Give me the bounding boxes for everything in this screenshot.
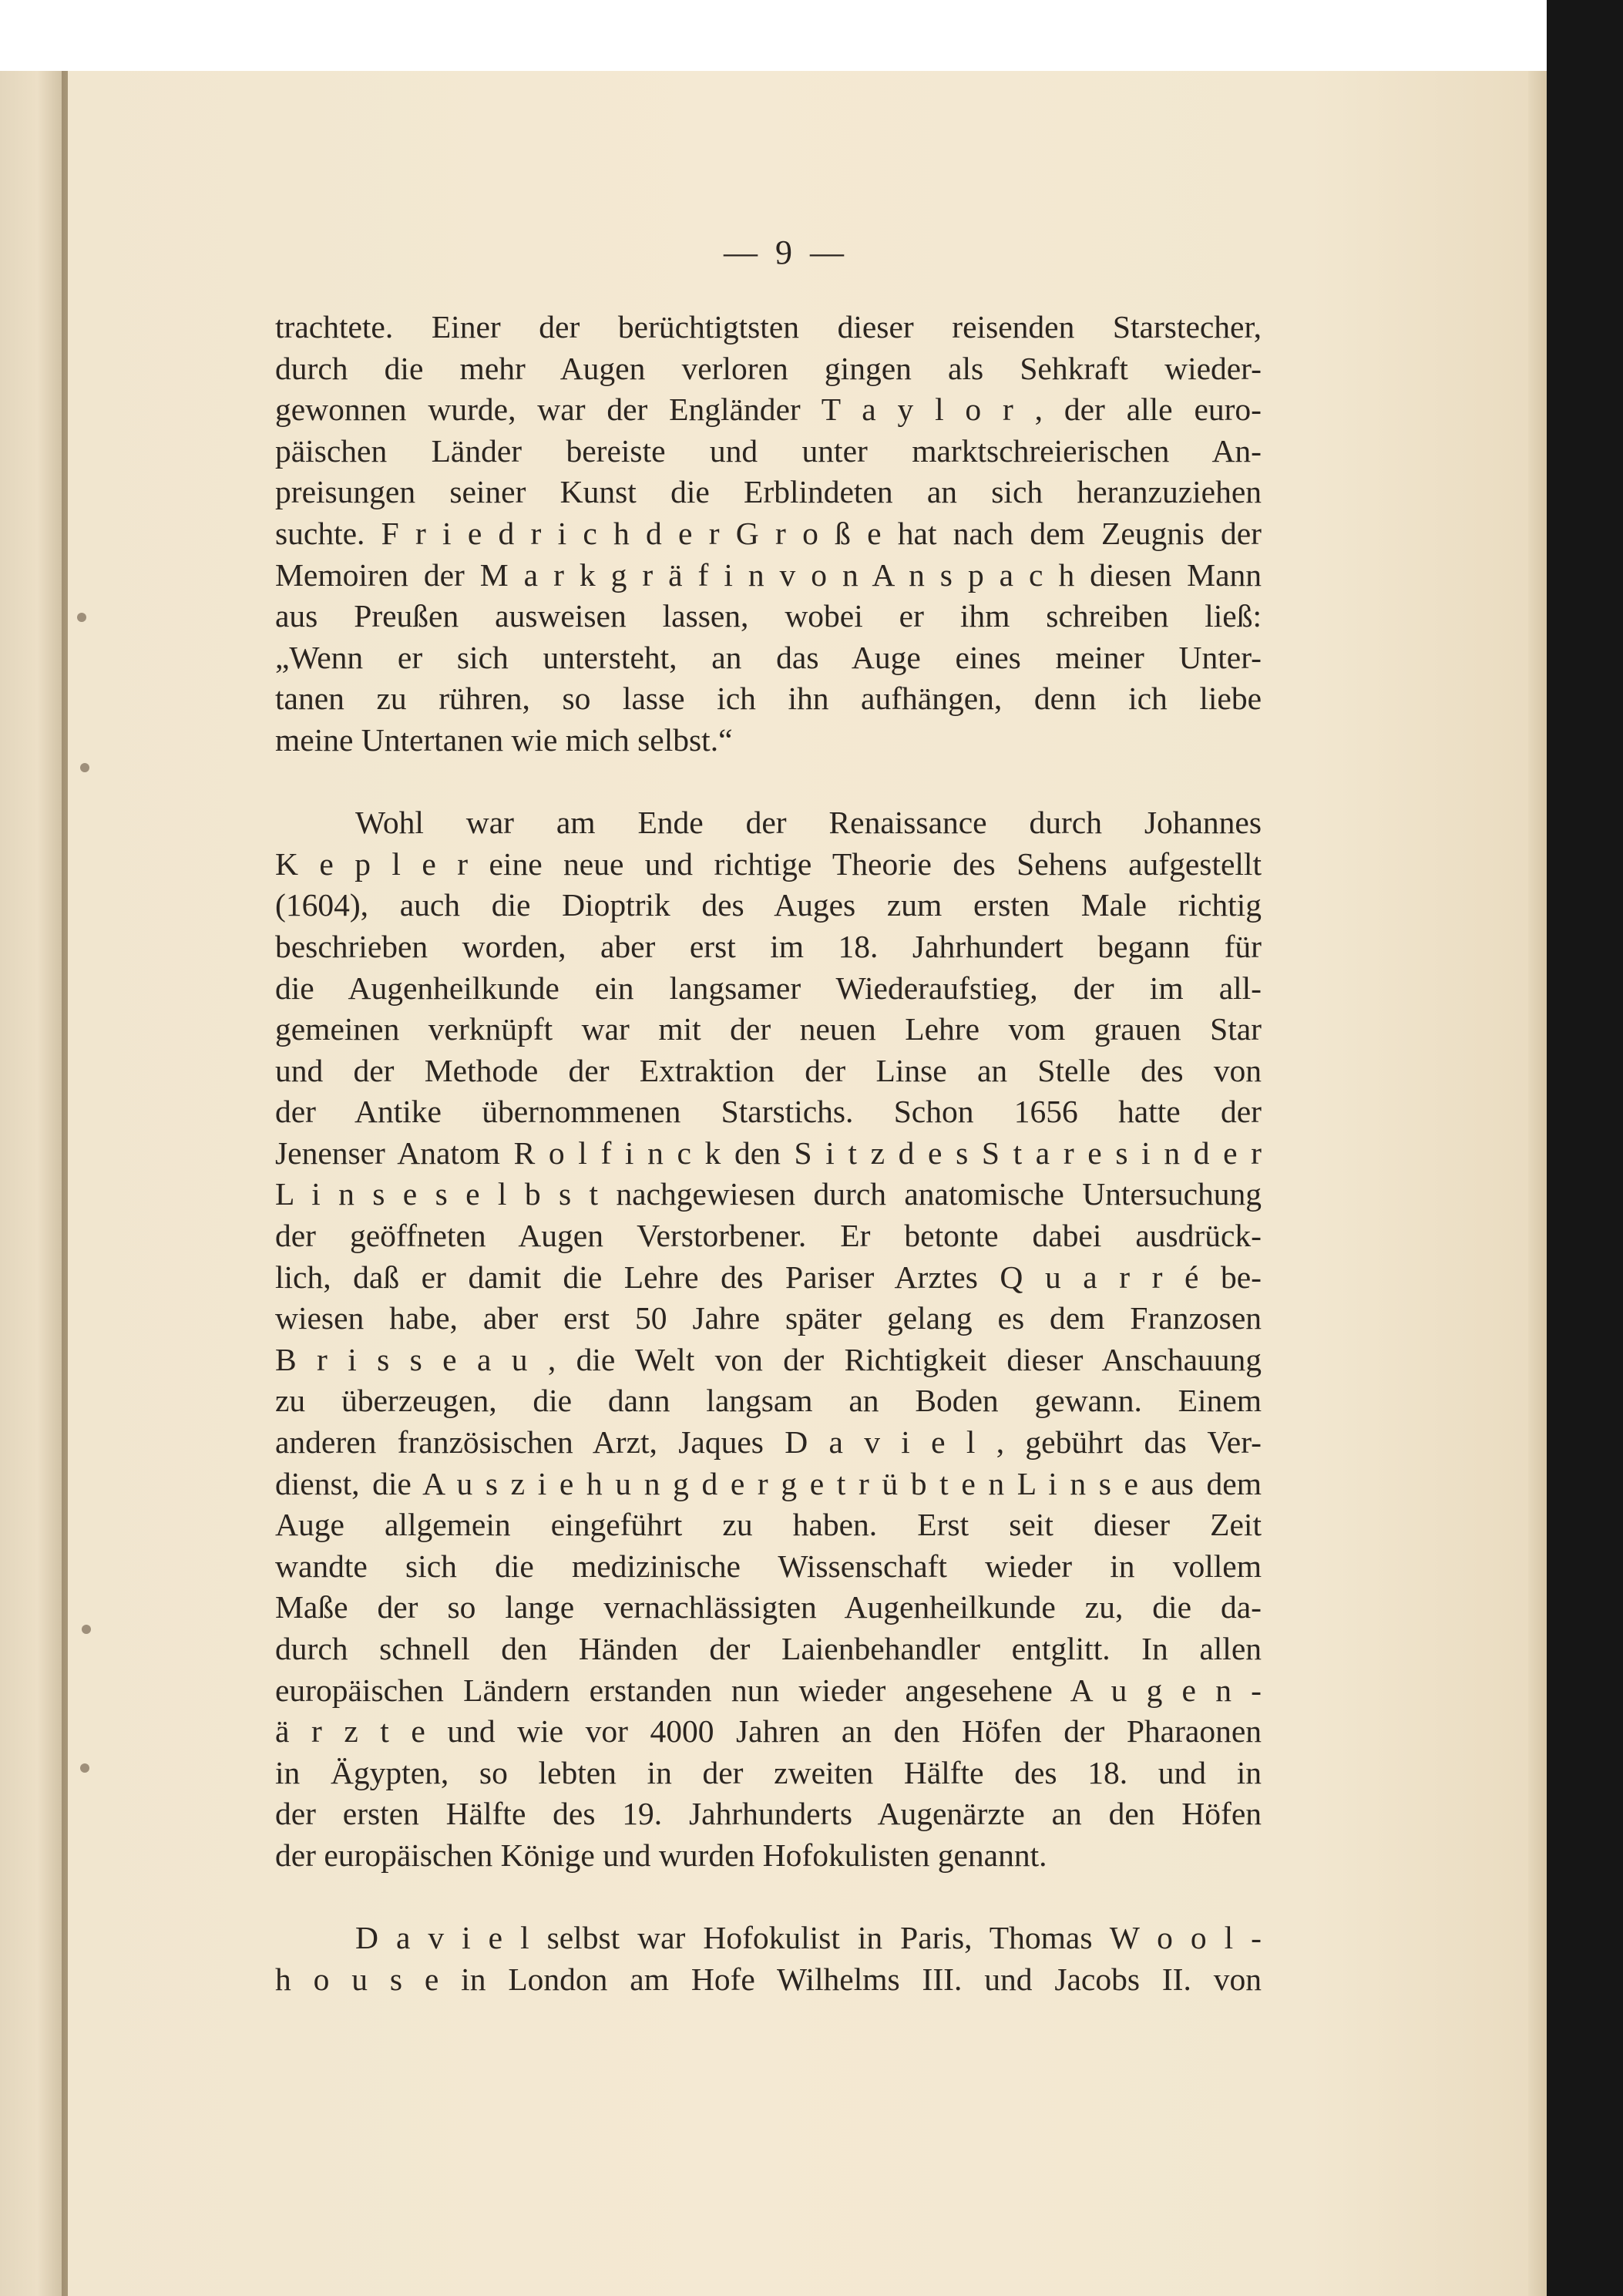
text-line: suchte. F r i e d r i c h d e r G r o ß e hat nach dem Zeugnis der [275, 515, 1262, 551]
page-number: — 9 — [724, 234, 848, 271]
text-line: ä r z t e und wie vor 4000 Jahren an den Höfen der Pharaonen [275, 1713, 1262, 1750]
margin-mark [80, 1763, 89, 1773]
scan-background-right [1547, 0, 1623, 2296]
paragraph-gap [275, 1877, 1262, 1918]
text-line: Memoiren der M a r k g r ä f i n v o n A n s p a c h diesen Mann [275, 556, 1262, 593]
facing-page-edge [0, 71, 68, 2296]
text-line: anderen französischen Arzt, Jaques D a v i e l , gebührt das Ver- [275, 1424, 1262, 1461]
text-line: europäischen Ländern erstanden nun wieder angesehene A u g e n - [275, 1672, 1262, 1708]
text-line: h o u s e in London am Hofe Wilhelms III. und Jacobs II. von [275, 1961, 1262, 1997]
text-line: die Augenheilkunde ein langsamer Wiederaufstieg, der im all- [275, 970, 1262, 1006]
text-line: dienst, die A u s z i e h u n g d e r g e t r ü b t e n L i n s e aus dem [275, 1465, 1262, 1501]
text-line: päischen Länder bereiste und unter marktschreierischen An- [275, 432, 1262, 469]
text-line: L i n s e s e l b s t nachgewiesen durch anatomische Untersuchung [275, 1176, 1262, 1212]
text-line: wiesen habe, aber erst 50 Jahre später gelang es dem Franzosen [275, 1300, 1262, 1336]
text-line: Auge allgemein eingeführt zu haben. Erst seit dieser Zeit [275, 1507, 1262, 1543]
text-line: aus Preußen ausweisen lassen, wobei er ihm schreiben ließ: [275, 598, 1262, 634]
margin-mark [77, 613, 86, 622]
text-line: (1604), auch die Dioptrik des Auges zum ersten Male richtig [275, 887, 1262, 923]
text-line: Jenenser Anatom R o l f i n c k den S i t z d e s S t a r e s i n d e r [275, 1135, 1262, 1171]
text-line: der Antike übernommenen Starstichs. Schon 1656 hatte der [275, 1094, 1262, 1130]
margin-mark [82, 1625, 91, 1634]
text-line: in Ägypten, so lebten in der zweiten Hälfte des 18. und in [275, 1754, 1262, 1790]
text-line: gemeinen verknüpft war mit der neuen Lehre vom grauen Star [275, 1011, 1262, 1047]
text-line: der europäischen Könige und wurden Hofokulisten genannt. [275, 1837, 1047, 1873]
text-line: Maße der so lange vernachlässigten Augenheilkunde zu, die da- [275, 1589, 1262, 1625]
text-line: beschrieben worden, aber erst im 18. Jahrhundert begann für [275, 928, 1262, 964]
text-line: D a v i e l selbst war Hofokulist in Paris, Thomas W o o l - [355, 1920, 1262, 1956]
text-line: „Wenn er sich untersteht, an das Auge eines meiner Unter- [275, 639, 1262, 675]
body-text [275, 307, 1262, 2000]
scan-background-top [0, 0, 1623, 71]
text-line: B r i s s e a u , die Welt von der Richtigkeit dieser Anschauung [275, 1341, 1262, 1377]
text-line: K e p l e r eine neue und richtige Theorie des Sehens aufgestellt [275, 845, 1262, 882]
paragraph-gap [275, 761, 1262, 803]
text-line: trachtete. Einer der berüchtigtsten dieser reisenden Starstecher, [275, 309, 1262, 345]
text-line: der ersten Hälfte des 19. Jahrhunderts Augenärzte an den Höfen [275, 1796, 1262, 1832]
text-line: gewonnen wurde, war der Engländer T a y l o r , der alle euro- [275, 392, 1262, 428]
text-line: wandte sich die medizinische Wissenschaft wieder in vollem [275, 1548, 1262, 1584]
text-line: der geöffneten Augen Verstorbener. Er betonte dabei ausdrück- [275, 1218, 1262, 1254]
text-line: Wohl war am Ende der Renaissance durch Johannes [355, 805, 1262, 841]
text-line: meine Untertanen wie mich selbst.“ [275, 721, 733, 758]
page-edge-right [1528, 71, 1547, 2296]
text-line: und der Methode der Extraktion der Linse an Stelle des von [275, 1052, 1262, 1088]
text-line: tanen zu rühren, so lasse ich ihn aufhängen, denn ich liebe [275, 681, 1262, 717]
text-line: zu überzeugen, die dann langsam an Boden gewann. Einem [275, 1383, 1262, 1419]
text-line: durch die mehr Augen verloren gingen als Sehkraft wieder- [275, 350, 1262, 386]
margin-mark [80, 763, 89, 772]
text-line: lich, daß er damit die Lehre des Pariser Arztes Q u a r r é be- [275, 1259, 1262, 1295]
text-line: preisungen seiner Kunst die Erblindeten an sich heranzuziehen [275, 474, 1262, 510]
text-line: durch schnell den Händen der Laienbehandler entglitt. In allen [275, 1631, 1262, 1666]
